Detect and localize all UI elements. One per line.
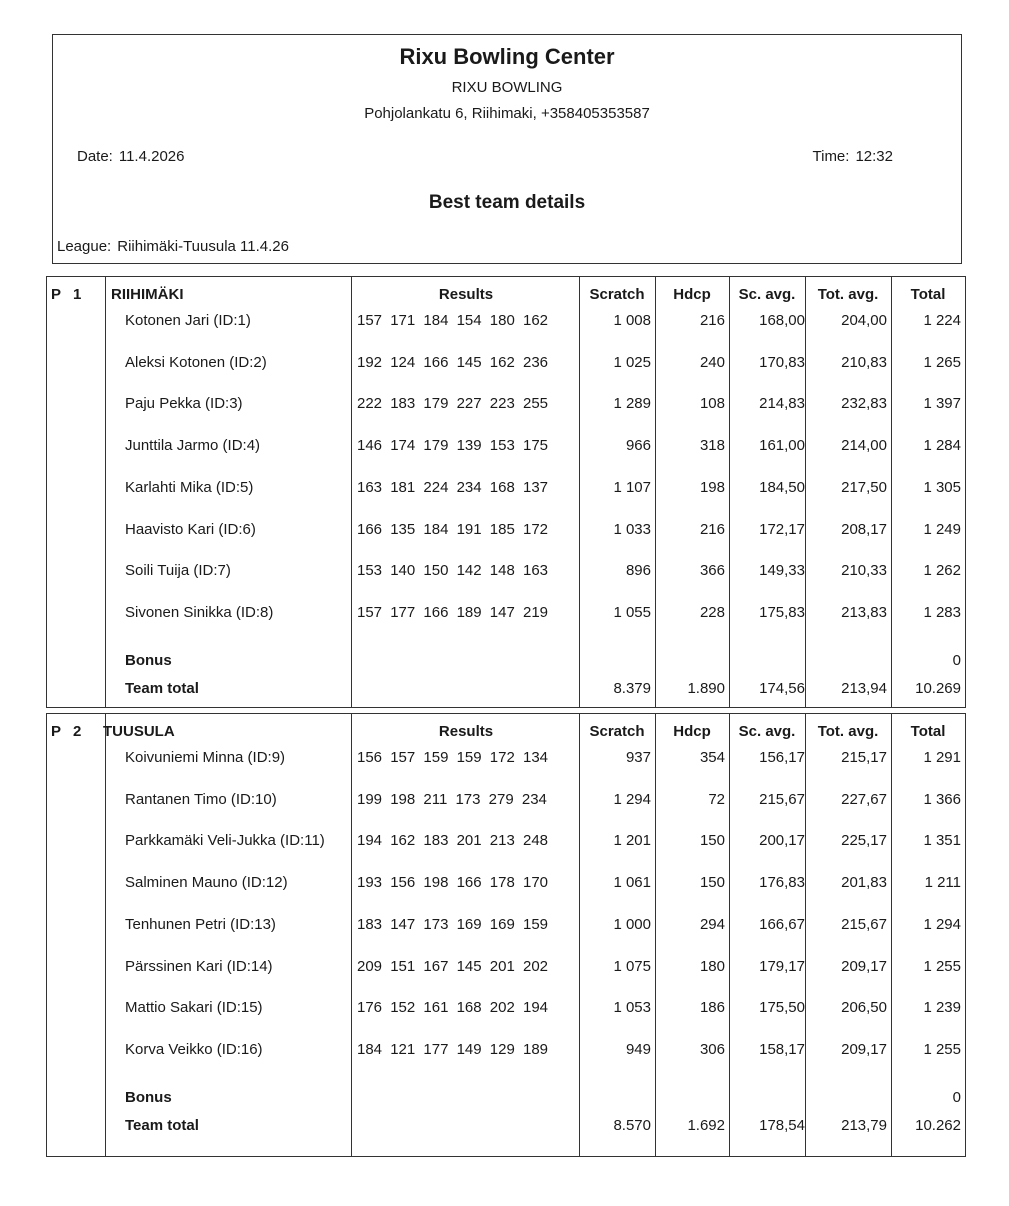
player-hdcp: 72 xyxy=(708,791,725,808)
team-total-sc-avg: 174,56 xyxy=(759,680,805,697)
player-total: 1 294 xyxy=(923,916,961,933)
player-total: 1 397 xyxy=(923,395,961,412)
player-tot-avg: 209,17 xyxy=(841,1041,887,1058)
player-results: 176 152 161 168 202 194 xyxy=(357,999,548,1016)
team-total-tot-avg: 213,94 xyxy=(841,680,887,697)
tot-avg-header: Tot. avg. xyxy=(817,723,879,740)
player-results: 194 162 183 201 213 248 xyxy=(357,832,548,849)
bonus-value: 0 xyxy=(952,1089,961,1106)
player-name: Rantanen Timo (ID:10) xyxy=(125,791,277,808)
player-scratch: 1 107 xyxy=(613,479,651,496)
player-results: 184 121 177 149 129 189 xyxy=(357,1041,548,1058)
player-tot-avg: 225,17 xyxy=(841,832,887,849)
player-results: 183 147 173 169 169 159 xyxy=(357,916,548,933)
player-sc-avg: 215,67 xyxy=(759,791,805,808)
player-name: Korva Veikko (ID:16) xyxy=(125,1041,263,1058)
player-hdcp: 318 xyxy=(699,437,725,454)
player-scratch: 1 008 xyxy=(613,312,651,329)
league xyxy=(57,238,289,255)
player-results: 199 198 211 173 279 234 xyxy=(357,791,547,808)
player-results: 209 151 167 145 201 202 xyxy=(357,958,548,975)
sc-avg-header: Sc. avg. xyxy=(738,286,796,303)
player-name: Salminen Mauno (ID:12) xyxy=(125,874,288,891)
team-total-hdcp: 1.692 xyxy=(687,1117,725,1134)
team-total-scratch: 8.570 xyxy=(613,1117,651,1134)
player-row xyxy=(47,353,965,395)
player-scratch: 966 xyxy=(625,437,651,454)
player-total: 1 283 xyxy=(923,604,961,621)
bonus-label: Bonus xyxy=(125,652,172,669)
player-sc-avg: 149,33 xyxy=(759,562,805,579)
player-tot-avg: 209,17 xyxy=(841,958,887,975)
player-tot-avg: 213,83 xyxy=(841,604,887,621)
tot-avg-header: Tot. avg. xyxy=(817,286,879,303)
player-name: Pärssinen Kari (ID:14) xyxy=(125,958,273,975)
player-hdcp: 150 xyxy=(699,832,725,849)
player-total: 1 284 xyxy=(923,437,961,454)
position-value: 2 xyxy=(73,723,82,740)
player-sc-avg: 170,83 xyxy=(759,354,805,371)
bonus-label: Bonus xyxy=(125,1089,172,1106)
player-name: Parkkamäki Veli-Jukka (ID:11) xyxy=(125,832,325,849)
player-hdcp: 186 xyxy=(699,999,725,1016)
player-sc-avg: 166,67 xyxy=(759,916,805,933)
player-name: Kotonen Jari (ID:1) xyxy=(125,312,251,329)
team-name: RIIHIMÄKI xyxy=(111,286,184,303)
player-results: 153 140 150 142 148 163 xyxy=(357,562,548,579)
player-results: 146 174 179 139 153 175 xyxy=(357,437,548,454)
total-header: Total xyxy=(910,286,946,303)
player-hdcp: 216 xyxy=(699,312,725,329)
sc-avg-header: Sc. avg. xyxy=(738,723,796,740)
report-title: Best team details xyxy=(428,192,586,213)
player-hdcp: 180 xyxy=(699,958,725,975)
player-total: 1 262 xyxy=(923,562,961,579)
player-name: Soili Tuija (ID:7) xyxy=(125,562,231,579)
player-total: 1 255 xyxy=(923,1041,961,1058)
player-hdcp: 294 xyxy=(699,916,725,933)
player-hdcp: 198 xyxy=(699,479,725,496)
team-total-total: 10.262 xyxy=(915,1117,961,1134)
team-section xyxy=(46,276,966,708)
player-hdcp: 306 xyxy=(699,1041,725,1058)
time-label: Time: xyxy=(812,148,850,165)
player-tot-avg: 204,00 xyxy=(841,312,887,329)
player-sc-avg: 176,83 xyxy=(759,874,805,891)
player-name: Koivuniemi Minna (ID:9) xyxy=(125,749,286,766)
player-total: 1 265 xyxy=(923,354,961,371)
player-name: Karlahti Mika (ID:5) xyxy=(125,479,254,496)
player-name: Mattio Sakari (ID:15) xyxy=(125,999,263,1016)
player-row xyxy=(47,1040,965,1082)
center-subtitle: RIXU BOWLING xyxy=(451,79,563,96)
report-time xyxy=(813,148,894,165)
player-sc-avg: 175,50 xyxy=(759,999,805,1016)
player-scratch: 1 289 xyxy=(613,395,651,412)
team-total-row xyxy=(47,1116,965,1158)
player-results: 156 157 159 159 172 134 xyxy=(357,749,548,766)
player-scratch: 1 033 xyxy=(613,521,651,538)
player-sc-avg: 184,50 xyxy=(759,479,805,496)
player-scratch: 896 xyxy=(625,562,651,579)
player-row xyxy=(47,873,965,915)
player-tot-avg: 217,50 xyxy=(841,479,887,496)
position-label: P xyxy=(51,286,62,303)
team-name: TUUSULA xyxy=(103,723,175,740)
player-total: 1 255 xyxy=(923,958,961,975)
player-scratch: 937 xyxy=(625,749,651,766)
player-hdcp: 354 xyxy=(699,749,725,766)
player-tot-avg: 206,50 xyxy=(841,999,887,1016)
team-total-tot-avg: 213,79 xyxy=(841,1117,887,1134)
player-tot-avg: 210,83 xyxy=(841,354,887,371)
player-results: 163 181 224 234 168 137 xyxy=(357,479,548,496)
total-header: Total xyxy=(910,723,946,740)
player-tot-avg: 210,33 xyxy=(841,562,887,579)
player-scratch: 1 025 xyxy=(613,354,651,371)
position-value: 1 xyxy=(73,286,82,303)
player-sc-avg: 156,17 xyxy=(759,749,805,766)
player-total: 1 366 xyxy=(923,791,961,808)
team-total-sc-avg: 178,54 xyxy=(759,1117,805,1134)
hdcp-header: Hdcp xyxy=(673,286,711,303)
player-row xyxy=(47,561,965,603)
player-scratch: 949 xyxy=(625,1041,651,1058)
player-scratch: 1 294 xyxy=(613,791,651,808)
player-sc-avg: 179,17 xyxy=(759,958,805,975)
player-scratch: 1 055 xyxy=(613,604,651,621)
player-total: 1 291 xyxy=(923,749,961,766)
player-sc-avg: 200,17 xyxy=(759,832,805,849)
report-date xyxy=(77,148,184,165)
team-total-scratch: 8.379 xyxy=(613,680,651,697)
hdcp-header: Hdcp xyxy=(673,723,711,740)
player-hdcp: 228 xyxy=(699,604,725,621)
results-header: Results xyxy=(438,723,494,740)
player-hdcp: 366 xyxy=(699,562,725,579)
player-row xyxy=(47,790,965,832)
player-hdcp: 216 xyxy=(699,521,725,538)
player-row xyxy=(47,831,965,873)
player-name: Junttila Jarmo (ID:4) xyxy=(125,437,261,454)
center-title: Rixu Bowling Center xyxy=(399,44,615,69)
date-value: 11.4.2026 xyxy=(118,148,185,165)
team-total-label: Team total xyxy=(125,680,199,697)
player-total: 1 239 xyxy=(923,999,961,1016)
player-total: 1 211 xyxy=(924,874,961,891)
player-tot-avg: 215,67 xyxy=(841,916,887,933)
player-results: 157 177 166 189 147 219 xyxy=(357,604,548,621)
player-results: 166 135 184 191 185 172 xyxy=(357,521,548,538)
player-scratch: 1 201 xyxy=(613,832,651,849)
player-tot-avg: 201,83 xyxy=(841,874,887,891)
player-total: 1 249 xyxy=(923,521,961,538)
player-row xyxy=(47,603,965,645)
team-total-hdcp: 1.890 xyxy=(687,680,725,697)
report-header xyxy=(52,34,962,264)
player-tot-avg: 232,83 xyxy=(841,395,887,412)
team-position xyxy=(51,723,93,740)
results-header: Results xyxy=(438,286,494,303)
player-results: 192 124 166 145 162 236 xyxy=(357,354,548,371)
player-tot-avg: 214,00 xyxy=(841,437,887,454)
player-scratch: 1 000 xyxy=(613,916,651,933)
player-name: Aleksi Kotonen (ID:2) xyxy=(125,354,267,371)
player-total: 1 351 xyxy=(923,832,961,849)
player-row xyxy=(47,520,965,562)
player-name: Haavisto Kari (ID:6) xyxy=(125,521,256,538)
player-scratch: 1 053 xyxy=(613,999,651,1016)
player-row xyxy=(47,394,965,436)
player-row xyxy=(47,478,965,520)
player-scratch: 1 075 xyxy=(613,958,651,975)
player-name: Sivonen Sinikka (ID:8) xyxy=(125,604,274,621)
player-scratch: 1 061 xyxy=(613,874,651,891)
center-address: Pohjolankatu 6, Riihimaki, +358405353587 xyxy=(364,105,650,122)
player-results: 193 156 198 166 178 170 xyxy=(357,874,548,891)
player-sc-avg: 172,17 xyxy=(759,521,805,538)
player-hdcp: 150 xyxy=(699,874,725,891)
scratch-header: Scratch xyxy=(589,723,645,740)
player-row xyxy=(47,998,965,1040)
time-value: 12:32 xyxy=(855,148,893,165)
league-label: League: xyxy=(57,238,112,255)
player-results: 157 171 184 154 180 162 xyxy=(357,312,548,329)
player-tot-avg: 215,17 xyxy=(841,749,887,766)
team-total-label: Team total xyxy=(125,1117,199,1134)
player-sc-avg: 158,17 xyxy=(759,1041,805,1058)
date-label: Date: xyxy=(77,148,113,165)
player-total: 1 305 xyxy=(923,479,961,496)
player-sc-avg: 175,83 xyxy=(759,604,805,621)
player-name: Tenhunen Petri (ID:13) xyxy=(125,916,276,933)
player-row xyxy=(47,957,965,999)
player-row xyxy=(47,915,965,957)
team-total-total: 10.269 xyxy=(915,680,961,697)
bonus-value: 0 xyxy=(952,652,961,669)
player-total: 1 224 xyxy=(923,312,961,329)
player-sc-avg: 214,83 xyxy=(759,395,805,412)
player-results: 222 183 179 227 223 255 xyxy=(357,395,548,412)
player-tot-avg: 227,67 xyxy=(841,791,887,808)
player-sc-avg: 161,00 xyxy=(759,437,805,454)
league-value: Riihimäki-Tuusula 11.4.26 xyxy=(117,238,289,255)
team-position xyxy=(51,286,93,303)
position-label: P xyxy=(51,723,62,740)
player-row xyxy=(47,436,965,478)
player-row xyxy=(47,748,965,790)
player-hdcp: 240 xyxy=(699,354,725,371)
team-section xyxy=(46,713,966,1157)
player-sc-avg: 168,00 xyxy=(759,312,805,329)
scratch-header: Scratch xyxy=(589,286,645,303)
player-name: Paju Pekka (ID:3) xyxy=(125,395,243,412)
player-hdcp: 108 xyxy=(699,395,725,412)
player-tot-avg: 208,17 xyxy=(841,521,887,538)
player-row xyxy=(47,311,965,353)
